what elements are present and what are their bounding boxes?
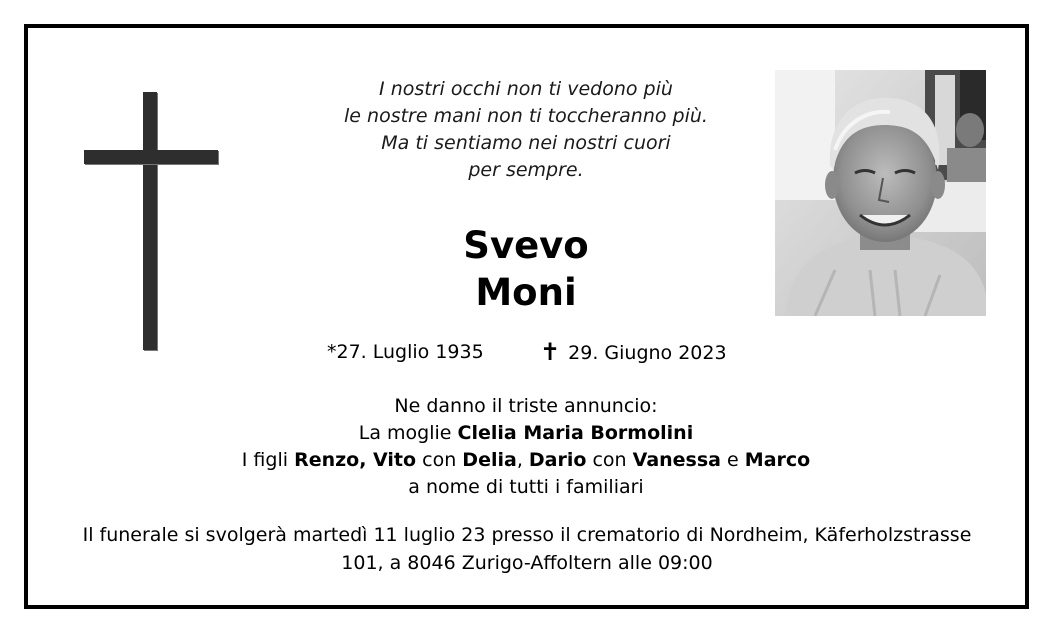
- portrait-photo: [775, 70, 986, 316]
- wife-name: Clelia Maria Bormolini: [457, 422, 694, 444]
- death-date: 29. Giugno 2023: [568, 342, 727, 364]
- children-names: Renzo, Vito: [294, 449, 417, 471]
- funeral-line: Il funerale si svolgerà martedì 11 luglio 23 presso il crematorio di Nordheim, Käferholzstrasse: [82, 524, 972, 546]
- portrait-image: [775, 70, 986, 316]
- funeral-info: [40, 521, 1014, 577]
- funeral-line: 101, a 8046 Zurigo-Affoltern alle 09:00: [341, 552, 713, 574]
- announcement-wife: [150, 420, 902, 447]
- child-name: Dario: [528, 449, 587, 471]
- birth-date: *27. Luglio 1935: [327, 341, 484, 363]
- announcement: [150, 393, 902, 501]
- connector: con: [422, 449, 457, 471]
- children-prefix: I figli: [241, 449, 289, 471]
- verse-line: I nostri occhi non ti vedono più: [379, 78, 673, 100]
- announcement-children: [150, 447, 902, 474]
- verse-line: le nostre mani non ti toccheranno più.: [344, 105, 708, 127]
- verse-line: per sempre.: [468, 159, 584, 181]
- partner-name: Delia: [462, 449, 517, 471]
- separator: ,: [516, 449, 523, 471]
- dagger-icon: ✝: [540, 338, 561, 366]
- partner-name: Vanessa: [632, 449, 721, 471]
- cross-icon: [84, 92, 218, 352]
- connector: e: [727, 449, 739, 471]
- announcement-intro: Ne danno il triste annuncio:: [394, 395, 658, 417]
- deceased-name: [380, 222, 672, 316]
- connector: con: [592, 449, 627, 471]
- child-name: Marco: [744, 449, 811, 471]
- announcement-family: a nome di tutti i familiari: [408, 476, 644, 498]
- death-date-line: [540, 338, 727, 367]
- wife-prefix: La moglie: [358, 422, 452, 444]
- last-name: Moni: [475, 271, 577, 314]
- verse-line: Ma ti sentiamo nei nostri cuori: [381, 132, 671, 154]
- first-name: Svevo: [463, 224, 589, 267]
- verse: [300, 76, 752, 184]
